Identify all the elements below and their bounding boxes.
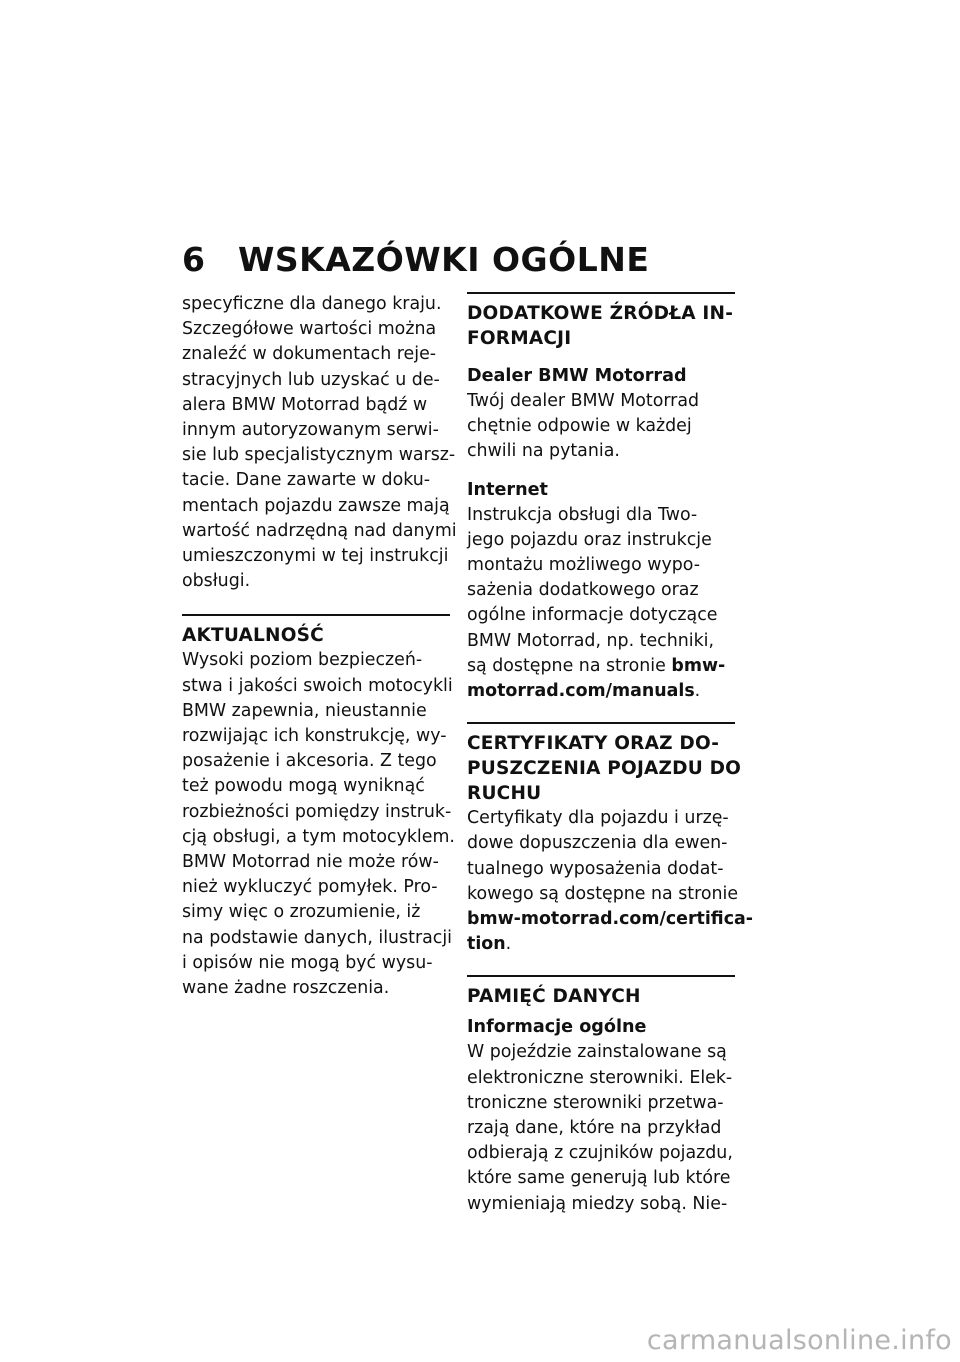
- text-line: wane żadne roszczenia.: [182, 978, 390, 999]
- text-line: rozwijając ich konstrukcję, wy-: [182, 726, 447, 747]
- text-line: nież wykluczyć pomyłek. Pro-: [182, 877, 438, 898]
- text-line: Wysoki poziom bezpieczeń-: [182, 650, 423, 671]
- text-line: Instrukcja obsługi dla Two-: [467, 504, 698, 525]
- chapter-title: [182, 240, 649, 279]
- subheading-informacje: Informacje ogólne: [467, 1017, 647, 1038]
- manuals-link-cont[interactable]: motorrad.com/manuals: [467, 681, 695, 702]
- text-line: posażenie i akcesoria. Z tego: [182, 751, 437, 772]
- section-divider: [182, 614, 450, 616]
- text-line: motorrad.com/manuals.: [467, 681, 701, 702]
- subheading-dealer: Dealer BMW Motorrad: [467, 366, 687, 386]
- heading-line: CERTYFIKATY ORAZ DO-: [467, 733, 720, 755]
- text-line: znaleźć w dokumentach reje-: [182, 344, 437, 365]
- text-line: odbierają z czujników pojazdu,: [467, 1143, 733, 1164]
- section-heading-zrodla: [467, 301, 735, 351]
- text-line: alera BMW Motorrad bądź w: [182, 394, 428, 415]
- text-line: Twój dealer BMW Motorrad: [467, 391, 700, 411]
- certification-link[interactable]: bmw-motorrad.com/certifica-: [467, 909, 753, 930]
- section-heading-certyfikaty: [467, 731, 742, 806]
- section-divider: [467, 722, 735, 724]
- text-line: wymieniają miedzy sobą. Nie-: [467, 1193, 728, 1214]
- watermark: carmanualsonline.info: [646, 1325, 952, 1356]
- text-line: rozbieżności pomiędzy instruk-: [182, 801, 452, 822]
- text-line: tacie. Dane zawarte w doku-: [182, 470, 431, 491]
- text-line: jego pojazdu oraz instrukcje: [467, 529, 712, 550]
- text-line: rzają dane, które na przykład: [467, 1118, 722, 1139]
- text-line: umieszczonymi w tej instrukcji: [182, 546, 449, 567]
- chapter-number: 6: [182, 240, 206, 279]
- text-line: ogólne informacje dotyczące: [467, 605, 718, 626]
- heading-line: DODATKOWE ŹRÓDŁA IN-: [467, 303, 734, 324]
- text-line: stwa i jakości swoich motocykli: [182, 675, 453, 696]
- text-line: W pojeździe zainstalowane są: [467, 1042, 727, 1063]
- text-line: innym autoryzowanym serwi-: [182, 420, 439, 441]
- section-heading-aktualnosc: AKTUALNOŚĆ: [182, 625, 324, 647]
- text-line: elektroniczne sterowniki. Elek-: [467, 1067, 733, 1088]
- text-line: na podstawie danych, ilustracji: [182, 927, 452, 948]
- text-line: troniczne sterowniki przetwa-: [467, 1092, 724, 1113]
- internet-paragraph: [467, 503, 735, 705]
- text-line: tualnego wyposażenia dodat-: [467, 858, 724, 879]
- text-line: specyficzne dla danego kraju.: [182, 294, 442, 314]
- text-line: BMW zapewnia, nieustannie: [182, 700, 427, 721]
- intro-paragraph: [182, 292, 457, 594]
- text-line: sażenia dodatkowego oraz: [467, 580, 699, 601]
- manuals-link[interactable]: bmw-: [671, 655, 726, 676]
- aktualnosc-paragraph: [182, 648, 455, 1001]
- certyfikaty-paragraph: [467, 806, 753, 957]
- text-line: [467, 907, 753, 932]
- text-line: obsługi.: [182, 571, 251, 592]
- text-line: które same generują lub które: [467, 1168, 731, 1189]
- text-line: montażu możliwego wypo-: [467, 555, 701, 576]
- section-divider: [467, 975, 735, 977]
- certification-link-cont[interactable]: tion: [467, 934, 506, 955]
- section-divider: [467, 292, 735, 294]
- text-line: BMW Motorrad nie może rów-: [182, 852, 439, 873]
- heading-line: FORMACJI: [467, 328, 572, 349]
- subheading-internet: Internet: [467, 479, 548, 500]
- left-column: [182, 292, 457, 1001]
- text-line: i opisów nie mogą być wysu-: [182, 952, 433, 973]
- right-column: [467, 292, 753, 1217]
- text-line: chętnie odpowie w każdej: [467, 416, 692, 437]
- text-line: kowego są dostępne na stronie: [467, 883, 739, 904]
- text-line: BMW Motorrad, np. techniki,: [467, 630, 715, 651]
- text-line: dowe dopuszczenia dla ewen-: [467, 833, 728, 854]
- text-line: też powodu mogą wyniknąć: [182, 776, 425, 797]
- text-line: Szczegółowe wartości można: [182, 319, 437, 340]
- text-line: cją obsługi, a tym motocyklem.: [182, 826, 455, 847]
- text-line: sie lub specjalistycznym warsz-: [182, 445, 456, 466]
- heading-line: RUCHU: [467, 783, 542, 805]
- text-line: stracyjnych lub uzyskać u de-: [182, 369, 440, 390]
- chapter-heading: WSKAZÓWKI OGÓLNE: [238, 240, 650, 279]
- heading-line: PUSZCZENIA POJAZDU DO: [467, 758, 742, 780]
- pamiec-paragraph: [467, 1040, 735, 1216]
- dealer-paragraph: [467, 389, 735, 465]
- text-line: tion.: [467, 934, 512, 955]
- section-heading-pamiec: PAMIĘĆ DANYCH: [467, 986, 641, 1008]
- text-line: chwili na pytania.: [467, 441, 620, 462]
- text-line: są dostępne na stronie bmw-: [467, 655, 726, 676]
- text-line: wartość nadrzędną nad danymi: [182, 520, 457, 541]
- text-line: simy więc o zrozumienie, iż: [182, 902, 421, 923]
- text-line: mentach pojazdu zawsze mają: [182, 495, 450, 516]
- text-line: Certyfikaty dla pojazdu i urzę-: [467, 808, 729, 829]
